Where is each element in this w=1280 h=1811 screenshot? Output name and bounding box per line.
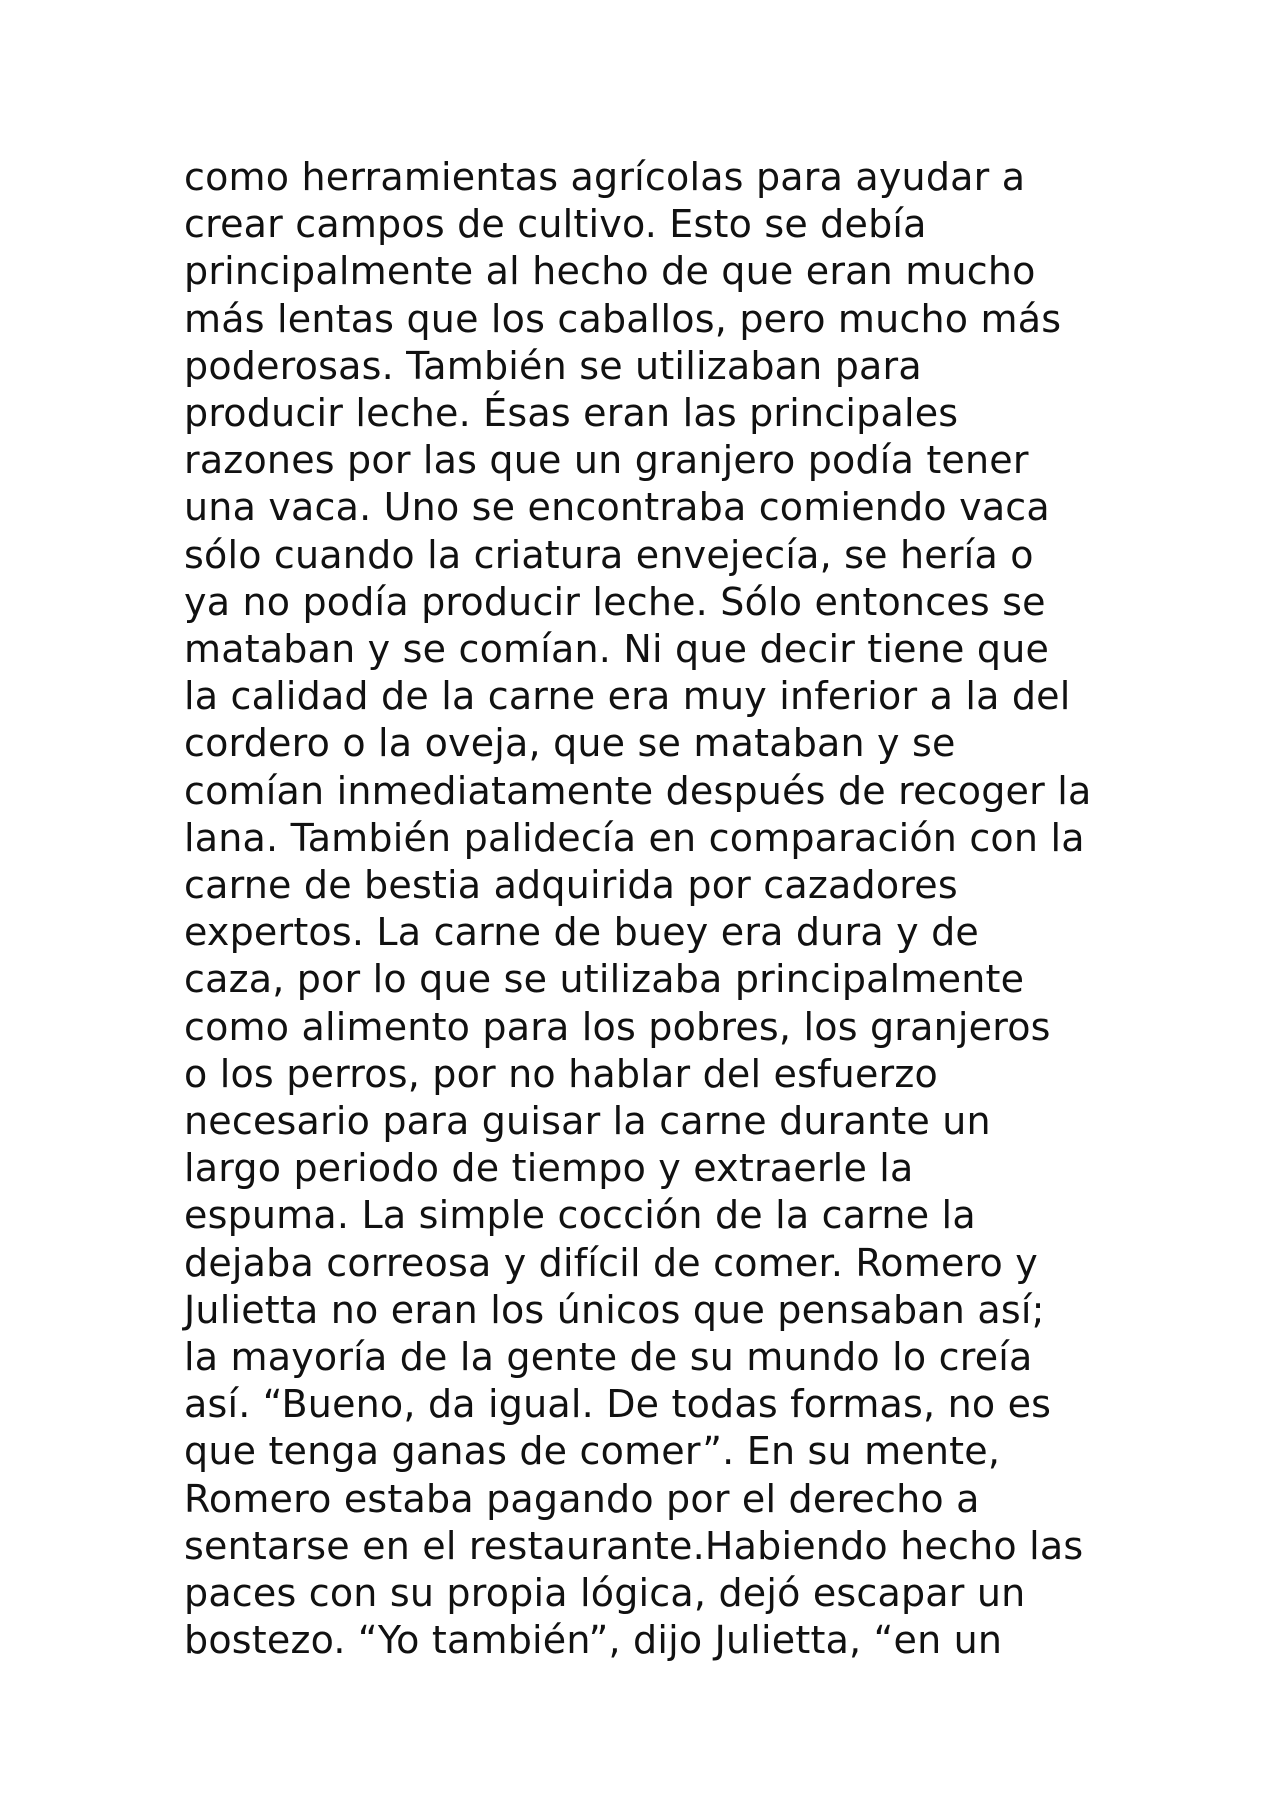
text-line: cordero o la oveja, que se mataban y se bbox=[184, 721, 956, 766]
text-line: necesario para guisar la carne durante un bbox=[184, 1099, 991, 1144]
text-line: lana. También palidecía en comparación con la bbox=[184, 815, 1085, 860]
text-line: espuma. La simple cocción de la carne la bbox=[184, 1193, 976, 1238]
text-line: así. “Bueno, da igual. De todas formas, no es bbox=[184, 1382, 1052, 1427]
text-line: que tenga ganas de comer”. En su mente, bbox=[184, 1429, 1001, 1474]
text-line: más lentas que los caballos, pero mucho más bbox=[184, 296, 1062, 341]
text-line: como herramientas agrícolas para ayudar a bbox=[184, 155, 1026, 199]
text-line: bostezo. “Yo también”, dijo Julietta, “en un bbox=[184, 1618, 1003, 1663]
text-line: sentarse en el restaurante.Habiendo hecho las bbox=[184, 1523, 1084, 1568]
text-line: la mayoría de la gente de su mundo lo creía bbox=[184, 1335, 1033, 1380]
text-line: crear campos de cultivo. Esto se debía bbox=[184, 202, 927, 247]
text-line: dejaba correosa y difícil de comer. Romero y bbox=[184, 1240, 1038, 1285]
text-line: la calidad de la carne era muy inferior a la del bbox=[184, 674, 1071, 719]
text-line: producir leche. Ésas eran las principales bbox=[184, 391, 959, 436]
text-line: largo periodo de tiempo y extraerle la bbox=[184, 1146, 914, 1191]
body-text bbox=[184, 154, 1184, 1665]
text-line: Romero estaba pagando por el derecho a bbox=[184, 1476, 980, 1521]
text-line: expertos. La carne de buey era dura y de bbox=[184, 910, 979, 955]
text-line: o los perros, por no hablar del esfuerzo bbox=[184, 1051, 938, 1096]
text-line: poderosas. También se utilizaban para bbox=[184, 343, 922, 388]
text-line: principalmente al hecho de que eran mucho bbox=[184, 249, 1036, 294]
text-line: Julietta no eran los únicos que pensaban así; bbox=[184, 1287, 1045, 1332]
text-line: carne de bestia adquirida por cazadores bbox=[184, 863, 958, 908]
text-line: una vaca. Uno se encontraba comiendo vaca bbox=[184, 485, 1050, 530]
text-line: caza, por lo que se utilizaba principalmente bbox=[184, 957, 1025, 1002]
text-line: sólo cuando la criatura envejecía, se hería o bbox=[184, 532, 1034, 577]
text-line: mataban y se comían. Ni que decir tiene que bbox=[184, 627, 1050, 672]
text-line: razones por las que un granjero podía tener bbox=[184, 438, 1029, 483]
text-line: paces con su propia lógica, dejó escapar un bbox=[184, 1571, 1026, 1616]
text-line: ya no podía producir leche. Sólo entonces se bbox=[184, 579, 1046, 624]
text-line: comían inmediatamente después de recoger la bbox=[184, 768, 1092, 813]
text-line: como alimento para los pobres, los granjeros bbox=[184, 1004, 1051, 1049]
